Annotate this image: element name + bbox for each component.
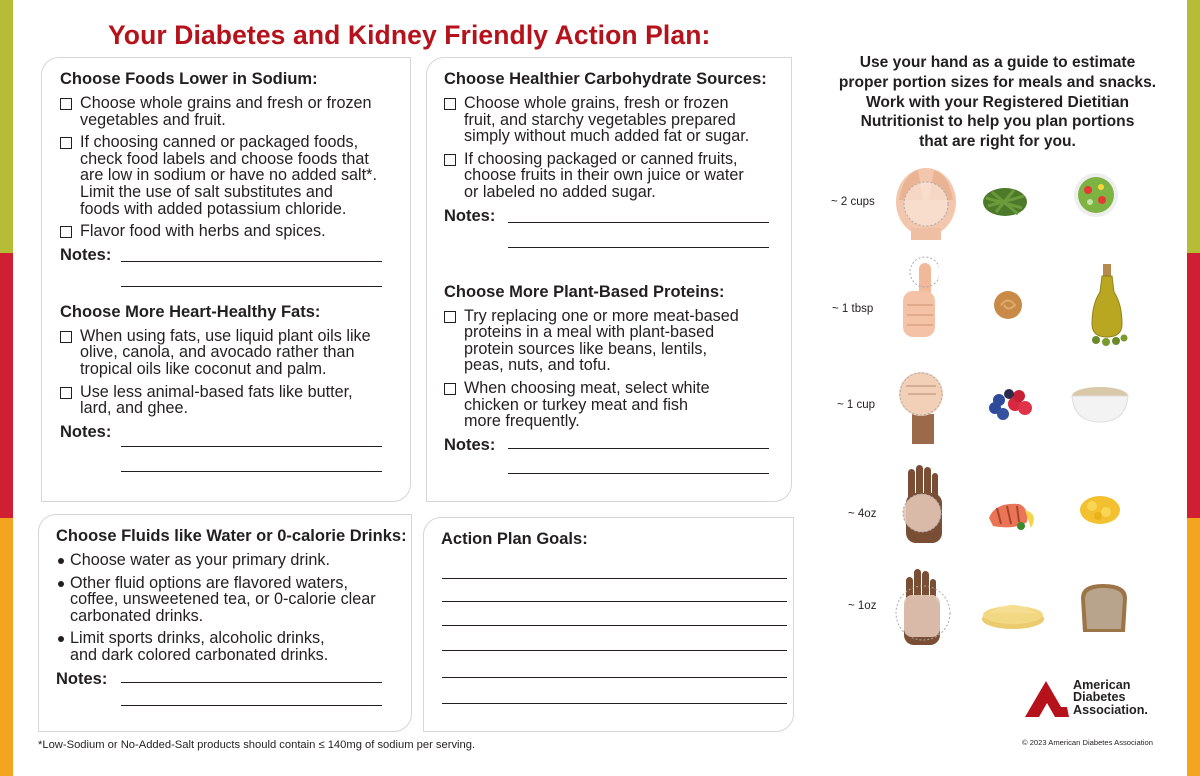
- sodium-item-2[interactable]: If choosing canned or packaged foods, check food labels and choose foods that are low in sodium or have no added salt*. Limit the use of salt substitutes and foods with added potassium chloride.: [60, 134, 410, 217]
- oatmeal-bowl-icon: [1070, 384, 1130, 424]
- fats-notes: [60, 423, 410, 483]
- checkbox-icon[interactable]: [444, 154, 456, 166]
- left-bar-orange: [0, 518, 13, 776]
- sodium-fats-card: [41, 57, 411, 502]
- fluids-heading: Choose Fluids like Water or 0-calorie Drinks:: [56, 527, 407, 545]
- sodium-notes: [60, 246, 410, 304]
- goal-line[interactable]: [442, 650, 787, 651]
- right-bar-orange: [1187, 518, 1200, 776]
- sodium-heading: Choose Foods Lower in Sodium:: [60, 70, 318, 88]
- hand-guide-intro: Use your hand as a guide to estimate proper portion sizes for meals and snacks. Work with your Registered Dietitian Nutritionist to help you plan portions that are right for you.: [838, 54, 1157, 151]
- goals-heading: Action Plan Goals:: [441, 530, 588, 548]
- goal-line[interactable]: [442, 625, 787, 626]
- notes-line[interactable]: [121, 705, 382, 706]
- notes-line[interactable]: [508, 473, 769, 474]
- copyright: © 2023 American Diabetes Association: [1022, 738, 1153, 747]
- bullet-icon: [58, 558, 64, 564]
- bullet-icon: [58, 581, 64, 587]
- ada-logo-icon: [1025, 679, 1071, 717]
- left-bar-green: [0, 0, 13, 253]
- portion-label-4oz: ~ 4oz: [848, 508, 877, 520]
- checkbox-icon[interactable]: [60, 137, 72, 149]
- ada-logo-text: American Diabetes Association.: [1073, 678, 1148, 717]
- sodium-item-1[interactable]: Choose whole grains and fresh or frozen vegetables and fruit.: [60, 95, 410, 128]
- notes-line[interactable]: [508, 247, 769, 248]
- fats-item-1[interactable]: When using fats, use liquid plant oils like olive, canola, and avocado rather than tropical oils like coconut and palm.: [60, 328, 410, 378]
- fluids-card: [38, 514, 412, 732]
- sodium-footnote: *Low-Sodium or No-Added-Salt products should contain ≤ 140mg of sodium per serving.: [38, 739, 476, 751]
- goal-line[interactable]: [442, 601, 787, 602]
- page-title: Your Diabetes and Kidney Friendly Action Plan:: [108, 20, 711, 50]
- notes-line[interactable]: [121, 446, 382, 447]
- notes-line[interactable]: [121, 286, 382, 287]
- berries-icon: [985, 386, 1039, 422]
- carbs-item-1[interactable]: Choose whole grains, fresh or frozen fruit, and starchy vegetables prepared simply without much added fat or sugar.: [444, 95, 791, 145]
- salmon-icon: [985, 496, 1041, 532]
- portion-label-1-tbsp: ~ 1 tbsp: [832, 303, 874, 315]
- checkbox-icon[interactable]: [60, 387, 72, 399]
- carbs-item-2[interactable]: If choosing packaged or canned fruits, choose fruits in their own juice or water or labeled no added sugar.: [444, 151, 791, 201]
- notes-label: Notes:: [444, 206, 496, 225]
- right-bar-green: [1187, 0, 1200, 253]
- fluids-item-2: Other fluid options are flavored waters, coffee, unsweetened tea, or 0-calorie clear carbonated drinks.: [56, 575, 411, 625]
- salad-bowl-icon: [1073, 172, 1119, 218]
- carbs-heading: Choose Healthier Carbohydrate Sources:: [444, 70, 767, 88]
- proteins-item-2[interactable]: When choosing meat, select white chicken or turkey meat and fish more frequently.: [444, 380, 791, 430]
- fats-item-2[interactable]: Use less animal-based fats like butter, lard, and ghee.: [60, 384, 410, 417]
- green-beans-icon: [982, 180, 1028, 222]
- proteins-notes: [444, 436, 791, 456]
- tortillas-icon: [980, 595, 1046, 631]
- checkbox-icon[interactable]: [60, 98, 72, 110]
- open-hand-icon: [894, 565, 952, 647]
- goal-line[interactable]: [442, 703, 787, 704]
- olive-oil-bottle-icon: [1086, 262, 1130, 347]
- thumb-icon: [899, 255, 939, 340]
- checkbox-icon[interactable]: [444, 98, 456, 110]
- notes-line[interactable]: [121, 471, 382, 472]
- bullet-icon: [58, 636, 64, 642]
- cupped-hands-icon: [893, 160, 959, 240]
- right-bar-red: [1187, 253, 1200, 518]
- notes-label: Notes:: [60, 422, 112, 441]
- portion-label-2-cups: ~ 2 cups: [831, 196, 875, 208]
- notes-label: Notes:: [60, 245, 112, 264]
- fats-heading: Choose More Heart-Healthy Fats:: [60, 302, 321, 321]
- checkbox-icon[interactable]: [444, 383, 456, 395]
- fluids-notes: [56, 670, 411, 690]
- bread-slice-icon: [1077, 582, 1131, 634]
- palm-icon: [900, 463, 946, 546]
- portion-label-1-cup: ~ 1 cup: [837, 399, 876, 411]
- carbs-notes: [444, 207, 791, 283]
- peanut-butter-icon: [993, 290, 1023, 320]
- proteins-heading: Choose More Plant-Based Proteins:: [444, 282, 725, 301]
- scrambled-eggs-icon: [1078, 492, 1122, 528]
- proteins-item-1[interactable]: Try replacing one or more meat-based proteins in a meal with plant-based protein sources like beans, lentils, peas, nuts, and tofu.: [444, 308, 791, 374]
- sodium-item-3[interactable]: Flavor food with herbs and spices.: [60, 223, 410, 240]
- fluids-item-3: Limit sports drinks, alcoholic drinks, and dark colored carbonated drinks.: [56, 630, 411, 663]
- left-bar-red: [0, 253, 13, 518]
- portion-label-1oz: ~ 1oz: [848, 600, 877, 612]
- notes-line[interactable]: [121, 261, 382, 262]
- checkbox-icon[interactable]: [60, 331, 72, 343]
- carbs-proteins-card: [426, 57, 792, 502]
- checkbox-icon[interactable]: [60, 226, 72, 238]
- fluids-item-1: Choose water as your primary drink.: [56, 552, 411, 569]
- notes-line[interactable]: [121, 682, 382, 683]
- fist-icon: [898, 364, 944, 444]
- notes-line[interactable]: [508, 448, 769, 449]
- goals-card: [423, 517, 794, 732]
- goal-line[interactable]: [442, 677, 787, 678]
- notes-line[interactable]: [508, 222, 769, 223]
- checkbox-icon[interactable]: [444, 311, 456, 323]
- notes-label: Notes:: [56, 669, 108, 688]
- notes-label: Notes:: [444, 435, 496, 454]
- goal-line[interactable]: [442, 578, 787, 579]
